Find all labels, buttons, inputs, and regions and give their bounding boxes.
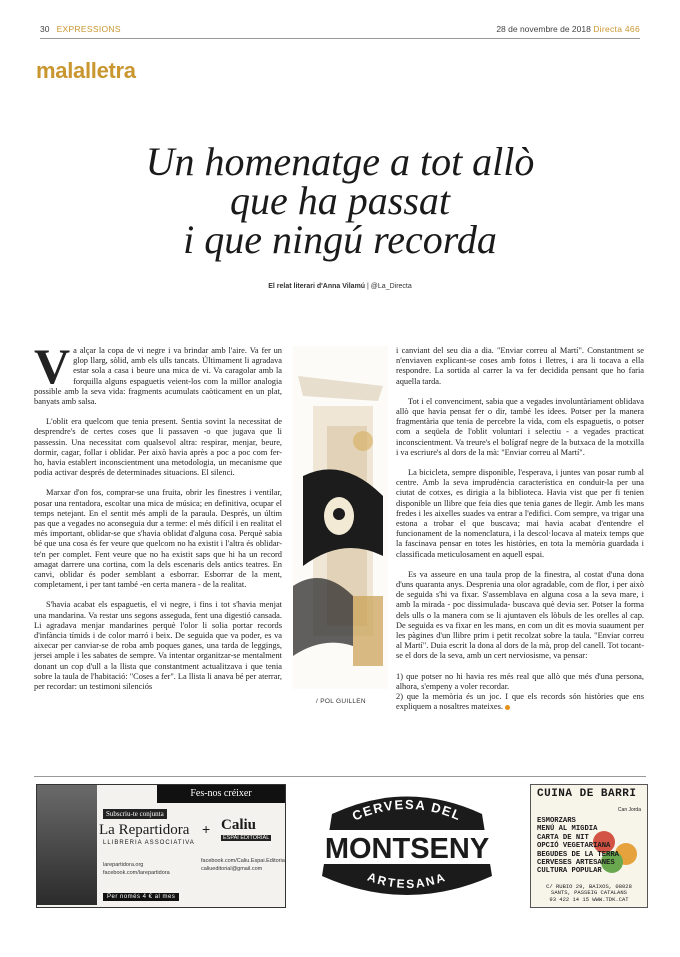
ad-bookshop-sub: LLIBRERIA ASSOCIATIVA — [103, 840, 195, 846]
section-tag: EXPRESSIONS — [56, 24, 121, 34]
paragraph-final — [396, 692, 644, 712]
menu-line: CERVESES ARTESANES — [537, 859, 615, 868]
page-header — [40, 24, 640, 38]
ad-band: Fes-nos créixer — [157, 785, 285, 803]
ad-restaurant-address — [539, 884, 639, 904]
address-line: C/ RUBIO 29, BAIXOS, 08028 — [546, 882, 632, 890]
ad-photo — [37, 785, 97, 905]
ad-web-right — [201, 857, 286, 873]
article-column-right — [396, 346, 644, 723]
header-rule — [40, 38, 640, 39]
ad-partner-name: Caliu — [221, 817, 257, 833]
ad-beer-name: MONTSENY — [324, 833, 490, 865]
ad-bookshop[interactable] — [36, 784, 286, 908]
ad-restaurant-title: CUINA DE BARRI — [537, 788, 637, 800]
ad-plus: + — [202, 821, 211, 837]
issue-number: Directa 466 — [593, 24, 640, 34]
ad-web-line: caliueditorial@gmail.com — [201, 866, 263, 872]
paragraph: Va alçar la copa de vi negre i va brindar amb l'aire. Va fer un glop llarg, sòlid, amb els ulls tancats. Últimament li agradava estar sola a casa i beure una mica de vi. Va caragolar amb la forquilla alguns espaguetis veient-los com la millor analogia possible amb la seva vida: fragments acumulats caòticament en un plat, banyats amb salsa. — [34, 338, 282, 407]
illustration-caption: / POL GUILLEN — [316, 698, 366, 705]
ad-web-line: facebook.com/larepartidora — [103, 870, 170, 876]
paragraph: 1) que potser no hi havia res més real que allò que més d'una persona, alhora, s'empeny a voler recordar. — [396, 671, 644, 691]
title-line-3: i que ningú recorda — [183, 217, 497, 262]
ad-restaurant-menu — [537, 817, 619, 876]
byline — [0, 283, 680, 290]
paragraph: i canviant del seu dia a dia. "Enviar correu al Martí". Constantment se n'enviaven explicant-se coses amb fotos i lletres, i ara li tocava a ella respondre. La sortida al carrer la va fer decidida pensant que ho faria aquella tarda. — [396, 346, 644, 386]
byline-author: El relat literari d'Anna Vilamú — [268, 283, 366, 290]
ad-beer-top: CERVESA DEL — [349, 796, 465, 824]
paragraph: Tot i el convenciment, sabia que a vegades involuntàriament oblidava allò que havia pensat fer o dir, també les idees. Potser per la manera fragmentària que tenia de percebre la vida, com els espaguetis, o potser com a seqüela de l'oblit voluntari i selectiu - a vegades practicat inconscientment. Va treure's el bolígraf negre de la butxaca de la motxilla i va escriure's al dors de la mà: "Enviar correu al Martí". — [396, 396, 644, 457]
ad-beer-bottom: ARTESANA — [365, 869, 449, 892]
article-column-left — [34, 338, 282, 702]
ad-footer: Per només 4 € al mes — [103, 893, 179, 901]
paragraph: La bicicleta, sempre disponible, l'esperava, i juntes van posar rumb al centre. Amb la seva imprudència característica en conduir-la per una ciutat de cotxes, es dirigia a la biblioteca. Havia vist que per fi tenien disponible un llibre que feia dies que tenia ganes de llegir. Amb les mans fredes i les aixelles suades va entrar a l'edifici. Com sempre, va trigar una estona a trobar el que buscava; mai havia acabat d'entendre el funcionament de la nomenclatura, i la descol·locava al mateix temps que la fascinava pensar en totes les històries, en tota la memòria guardada i classificada meticulosament en aquell espai. — [396, 468, 644, 559]
paragraph: Marxar d'on fos, comprar-se una fruita, obrir les finestres i ventilar, posar una rentadora, escoltar una mica de música; en definitiva, ocupar el temps netejant. En el sentit més ampli de la paraula. Després, un últim pas que a vegades no aconseguia dur a terme: el més difícil i en realitat el més important, oblidar-se que s'havia oblidat d'alguna cosa. Perquè sabia bé que una cosa és fer veure que quelcom no ha existit i l'altra és oblidar-te'n per complet. Fent veure que no ha existit saps que hi ha un record amagat darrere una cortina, com la dels escenaris dels antics teatres. En canvi, oblidar és poder semblant a esborrar. Esborrar de la ment, completament, i per tant també -en certa manera - de la realitat. — [34, 488, 282, 590]
page-number: 30 — [40, 24, 50, 34]
menu-line: ESMORZARS — [537, 817, 576, 825]
ad-beer[interactable] — [292, 784, 522, 906]
menu-line: MENÚ AL MIGDIA — [537, 825, 598, 834]
byline-handle: | @La_Directa — [365, 283, 412, 290]
title-line-1: Un homenatge a tot allò — [145, 139, 535, 184]
address-line: SANTS, PASSEIG CATALANS — [551, 889, 627, 896]
ad-web-line: facebook.com/Caliu.Espai.Editorial — [201, 858, 286, 864]
menu-line: BEGUDES DE LA TERRA — [537, 850, 619, 859]
article-illustration — [293, 346, 388, 689]
menu-line: OPCIÓ VEGETARIANA — [537, 842, 611, 851]
article-title — [80, 139, 600, 262]
end-mark-icon — [505, 705, 510, 710]
ad-web-left — [103, 861, 170, 877]
menu-line: CULTURA POPULAR — [537, 867, 602, 876]
paragraph: L'oblit era quelcom que tenia present. Sentia sovint la necessitat de desprendre's de certes coses que li passaven -o que jugava que li passessin. Una necessitat com qualsevol altra: respirar, menjar, beure, dormir, cagar, follar i oblidar. Per això havia après a poc a poc com fer-ho, havia establert inconscientment una metodologia, un mecanisme que podia activar després de determinades situacions. El silenci. — [34, 417, 282, 478]
ad-subtitle: Subscriu-te conjunta — [103, 809, 167, 819]
ad-restaurant-sub: Can Jorda — [617, 807, 641, 813]
ad-web-line: larepartidora.org — [103, 862, 144, 868]
paragraph-final-text: 2) que la memòria és un joc. I que els records són històries que ens expliquem a nosaltres mateixes. — [396, 692, 644, 712]
ads-rule — [34, 776, 646, 777]
address-line: 93 422 14 15 WWW.TDK.CAT — [549, 895, 629, 903]
title-line-2: que ha passat — [230, 178, 450, 223]
ad-partner-sub: ESPAI EDITORIAL — [223, 835, 270, 841]
paragraph: Es va asseure en una taula prop de la finestra, al costat d'una dona d'uns quaranta anys. Desprenia una olor agradable, com de flor, i per això de seguida s'hi va fixar. S'assemblava en alguna cosa a la seva mare, i amb la mirada - poc dissimulada- buscava què devia ser. Potser la forma dels ulls o la manera com se li ajuntaven els lòbuls de les orelles al cap. De seguida es va fixar en les mans, en com un dit es movia suaument per les pàgines d'un llibre prim i petit recolzat sobre la taula. "Enviar correu al Martí". Duia escrit la dona al dors de la mà, prop del canell. Tot tocant-se el dors de la seva, amb un cert nerviosisme, va pensar: — [396, 569, 644, 661]
ad-restaurant[interactable] — [530, 784, 648, 908]
paragraph: S'havia acabat els espaguetis, el vi negre, i fins i tot s'havia menjat una mandarina. Va restar uns segons asseguda, fent una digestió cansada. Li agradava menjar mandarines perquè l'olor li solia portar records d'infància tímids i de color marró i beix. De seguida que va poder, es va aixecar per canviar-se de roba amb poques ganes, una tarda de leggings, jersei ample i les sabates de sempre. Va intentar organitzar-se mentalment donant un cop d'ull a la llista que constantment actualitzava i que tenia sobre la taula de l'habitació: "Coses a fer". La llista li anava bé per aterrar, per recordar: un testimoni silenciós — [34, 600, 282, 692]
issue-date: 28 de novembre de 2018 — [496, 24, 591, 34]
section-title: malalletra — [36, 58, 136, 83]
ad-bookshop-name: La Repartidora — [99, 822, 190, 838]
menu-line: CARTA DE NIT — [537, 833, 589, 842]
